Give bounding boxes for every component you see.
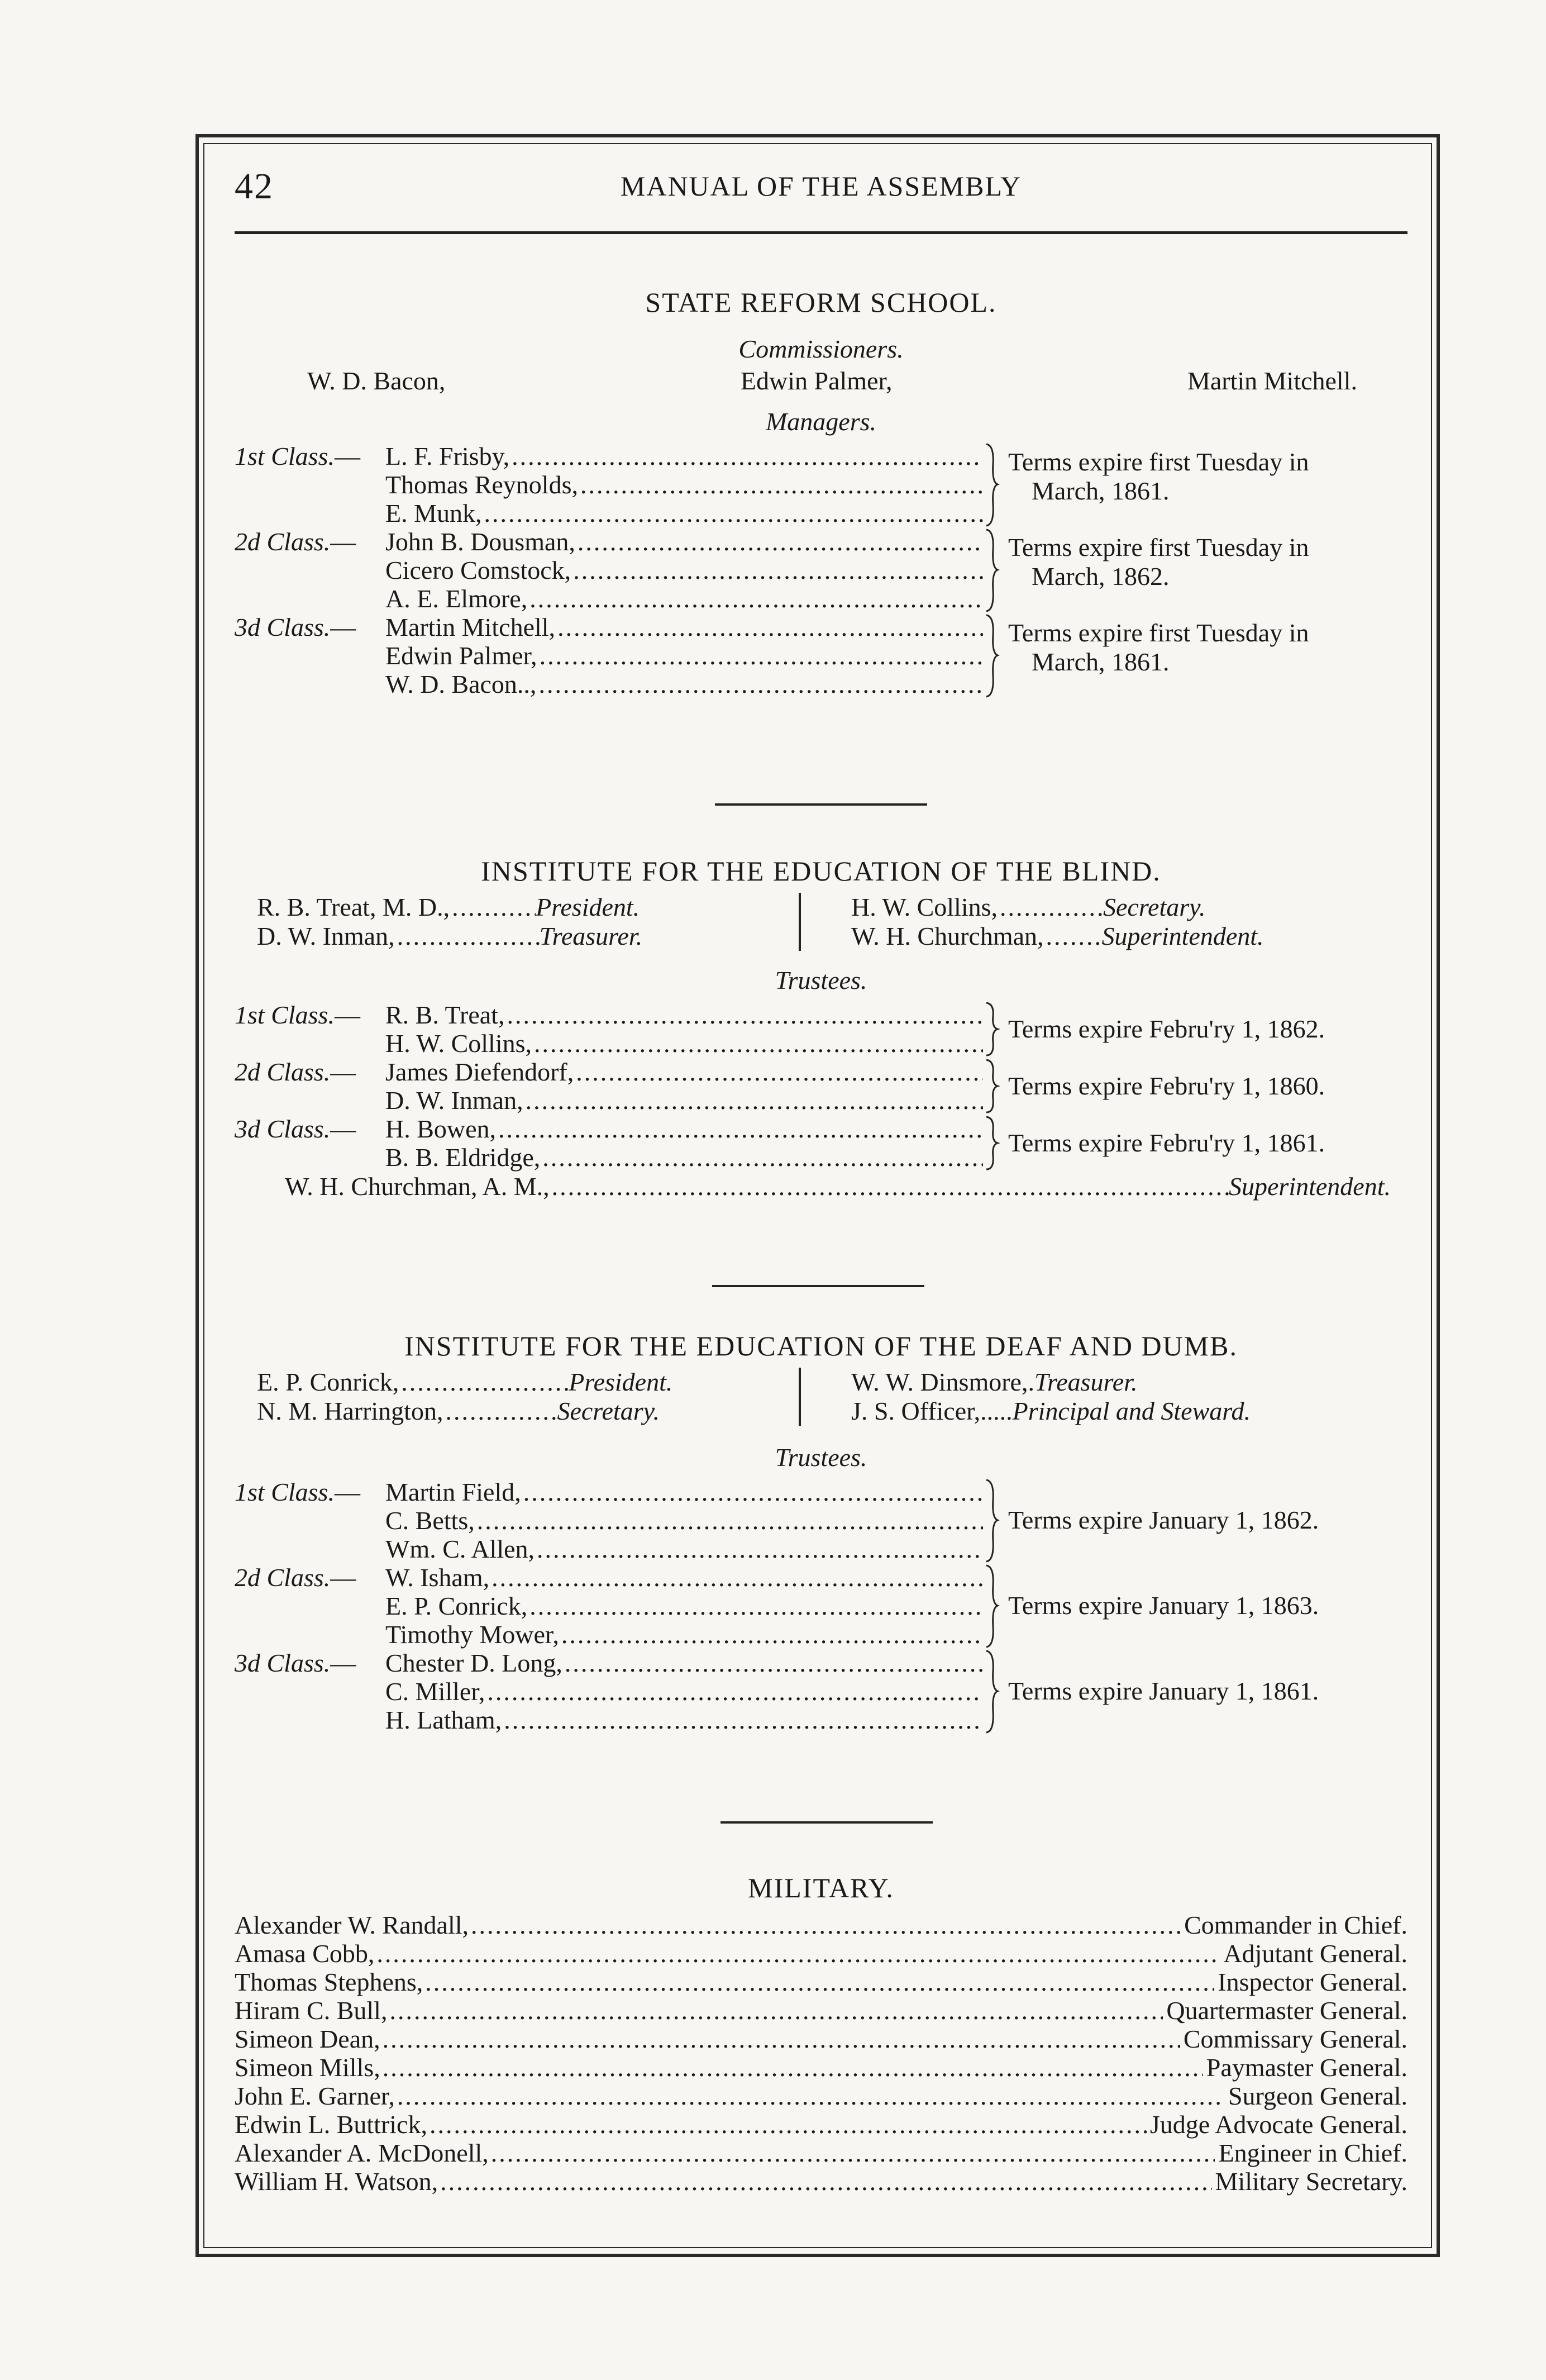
page-number: 42 <box>235 166 274 207</box>
commissioner: W. D. Bacon, <box>307 366 446 395</box>
term-note: Terms expire Febru'ry 1, 1860. <box>1008 1072 1325 1100</box>
officer-rank: Surgeon General. <box>1228 2082 1407 2110</box>
trustee-class: 1st Class.— Martin Field, ..... C. Betts, ..... Wm. C. Allen, ..... Terms expire January 1, 1862. <box>235 1478 1407 1563</box>
list-item <box>235 1968 1407 1996</box>
member-name: Edwin Palmer, <box>385 641 537 670</box>
brace-icon <box>983 1001 1000 1058</box>
list-item <box>235 1996 1407 2025</box>
brace-icon <box>983 442 1000 527</box>
commissioners-row <box>235 366 1407 396</box>
manager-class: 3d Class.— Martin Mitchell, ..... Edwin Palmer, ..... W. D. Bacon.., ..... Terms expire first Tuesday in March, 1861. <box>235 613 1407 698</box>
term-note: Terms expire first Tuesday in <box>1008 618 1309 647</box>
section-title: MILITARY. <box>748 1872 894 1903</box>
member-name: H. W. Collins, <box>385 1029 532 1058</box>
header-title: MANUAL OF THE ASSEMBLY <box>620 170 1022 202</box>
officer-name: H. W. Collins, <box>851 893 998 921</box>
member-name: Thomas Reynolds, <box>385 470 578 499</box>
officer-name: John E. Garner, <box>235 2082 395 2110</box>
class-label: 1st Class. <box>235 442 335 470</box>
member-name: B. B. Eldridge, <box>385 1143 541 1172</box>
trustee-class: 1st Class.— R. B. Treat, ..... H. W. Collins, ..... Terms expire Febru'ry 1, 1862. <box>235 1001 1407 1058</box>
officer-name: Alexander W. Randall, <box>235 1911 469 1939</box>
term-note: Terms expire first Tuesday in <box>1008 533 1309 561</box>
trustee-class: 2d Class.— W. Isham, ..... E. P. Conrick, ..... Timothy Mower, ..... Terms expire January 1, 1863. <box>235 1563 1407 1649</box>
section-title: INSTITUTE FOR THE EDUCATION OF THE DEAF AND DUMB. <box>404 1330 1238 1362</box>
member-name: C. Miller, <box>385 1677 485 1706</box>
member-name: A. E. Elmore, <box>385 584 528 613</box>
member-name: D. W. Inman, <box>385 1086 523 1115</box>
list-item <box>235 1911 1407 1939</box>
officer-name: Simeon Dean, <box>235 2025 380 2053</box>
officer-role: Secretary. <box>557 1397 660 1425</box>
member-name: Martin Field, <box>385 1478 521 1506</box>
officer-rank: Inspector General. <box>1218 1968 1407 1996</box>
commissioner: Edwin Palmer, <box>740 366 893 395</box>
commissioners-heading: Commissioners. <box>738 335 904 363</box>
class-label: 1st Class. <box>235 1478 335 1506</box>
page <box>235 162 1407 2229</box>
member-name: E. P. Conrick, <box>385 1592 528 1620</box>
officer-name: Alexander A. McDonell, <box>235 2139 489 2167</box>
officer-name: J. S. Officer,..... <box>851 1397 1013 1425</box>
member-name: H. Latham, <box>385 1706 502 1734</box>
list-item <box>235 2082 1407 2110</box>
class-label: 3d Class. <box>235 1115 331 1143</box>
member-name: W. D. Bacon.., <box>385 670 537 698</box>
officer-rank: Military Secretary. <box>1215 2167 1407 2196</box>
brace-icon <box>983 1058 1000 1115</box>
blind-institute-section <box>235 855 1407 1202</box>
list-item <box>235 2025 1407 2053</box>
superintendent-role: Superintendent. <box>1229 1172 1391 1201</box>
brace-icon <box>983 1649 1000 1734</box>
brace-icon <box>983 1115 1000 1172</box>
list-item <box>235 2167 1407 2196</box>
section-separator <box>715 803 927 806</box>
brace-icon <box>983 613 1000 698</box>
member-name: Chester D. Long, <box>385 1649 562 1677</box>
trustee-class: 3d Class.— Chester D. Long, ..... C. Miller, ..... H. Latham, ..... Terms expire January 1, 1861. <box>235 1649 1407 1734</box>
officer-name: N. M. Harrington, <box>257 1397 443 1425</box>
member-name: James Diefendorf, <box>385 1058 574 1086</box>
officer-role: Superintendent. <box>1101 922 1264 950</box>
officer-rank: Commander in Chief. <box>1184 1911 1407 1939</box>
term-note: Terms expire Febru'ry 1, 1862. <box>1008 1015 1325 1043</box>
officer-role: Treasurer. <box>1034 1368 1138 1396</box>
manager-class: 1st Class.— L. F. Frisby, ..... Thomas Reynolds, ..... E. Munk, ..... Terms expire first Tuesday in March, 1861. <box>235 442 1407 527</box>
member-name: W. Isham, <box>385 1563 490 1592</box>
term-note: Terms expire January 1, 1861. <box>1008 1677 1319 1705</box>
list-item <box>235 2110 1407 2139</box>
officer-name: Thomas Stephens, <box>235 1968 423 1996</box>
reform-school-section <box>235 286 1407 698</box>
officer-role: Secretary. <box>1103 893 1206 921</box>
member-name: R. B. Treat, <box>385 1001 505 1029</box>
officer-rank: Paymaster General. <box>1206 2053 1407 2082</box>
class-label: 2d Class. <box>235 1563 331 1592</box>
class-label: 2d Class. <box>235 527 331 556</box>
officer-rank: Adjutant General. <box>1223 1939 1407 1968</box>
military-section <box>235 1872 1407 2196</box>
section-title: INSTITUTE FOR THE EDUCATION OF THE BLIND. <box>481 855 1161 887</box>
member-name: H. Bowen, <box>385 1115 497 1143</box>
member-name: Wm. C. Allen, <box>385 1535 535 1563</box>
officer-name: R. B. Treat, M. D., <box>257 893 450 921</box>
officer-role: Principal and Steward. <box>1012 1397 1251 1425</box>
officer-rank: Commissary General. <box>1183 2025 1407 2053</box>
brace-icon <box>983 1478 1000 1563</box>
list-item <box>235 1939 1407 1968</box>
officer-role: President. <box>569 1368 673 1396</box>
officer-role: President. <box>536 893 640 921</box>
member-name: Timothy Mower, <box>385 1620 559 1649</box>
managers-heading: Managers. <box>765 407 877 436</box>
class-label: 1st Class. <box>235 1001 335 1029</box>
list-item <box>235 2053 1407 2082</box>
trustees-heading: Trustees. <box>775 1443 867 1472</box>
section-separator <box>720 1821 933 1824</box>
section-separator <box>712 1285 924 1287</box>
officers <box>235 893 1407 951</box>
section-title: STATE REFORM SCHOOL. <box>645 287 997 318</box>
superintendent-line <box>235 1172 1391 1202</box>
officers <box>235 1368 1407 1426</box>
officer-name: W. W. Dinsmore,. <box>851 1368 1034 1396</box>
term-note: Terms expire January 1, 1862. <box>1008 1506 1319 1534</box>
class-label: 3d Class. <box>235 613 331 641</box>
member-name: E. Munk, <box>385 499 482 527</box>
member-name: Cicero Comstock, <box>385 556 571 584</box>
member-name: L. F. Frisby, <box>385 442 510 470</box>
officer-name: E. P. Conrick, <box>257 1368 399 1396</box>
member-name: John B. Dousman, <box>385 527 575 556</box>
member-name: Martin Mitchell, <box>385 613 556 641</box>
term-note: Terms expire Febru'ry 1, 1861. <box>1008 1129 1325 1157</box>
officer-name: D. W. Inman, <box>257 922 395 950</box>
officer-name: W. H. Churchman, <box>851 922 1044 950</box>
brace-icon <box>983 527 1000 613</box>
officer-rank: Engineer in Chief. <box>1218 2139 1407 2167</box>
term-note: March, 1861. <box>1032 648 1170 676</box>
officer-name: William H. Watson, <box>235 2167 438 2196</box>
term-note: March, 1861. <box>1032 477 1170 505</box>
running-header <box>235 162 1407 207</box>
brace-icon <box>983 1563 1000 1649</box>
member-name: C. Betts, <box>385 1506 475 1535</box>
officer-rank: Judge Advocate General. <box>1149 2110 1407 2139</box>
officer-role: Treasurer. <box>539 922 643 950</box>
term-note: Terms expire January 1, 1863. <box>1008 1591 1319 1620</box>
class-label: 2d Class. <box>235 1058 331 1086</box>
superintendent-name: W. H. Churchman, A. M., <box>285 1172 550 1201</box>
officer-name: Simeon Mills, <box>235 2053 380 2082</box>
officer-name: Amasa Cobb, <box>235 1939 375 1968</box>
class-label: 3d Class. <box>235 1649 331 1677</box>
trustee-class: 2d Class.— James Diefendorf, ..... D. W. Inman, ..... Terms expire Febru'ry 1, 1860. <box>235 1058 1407 1115</box>
trustee-class: 3d Class.— H. Bowen, ..... B. B. Eldridge, ..... Terms expire Febru'ry 1, 1861. <box>235 1115 1407 1172</box>
officer-name: Hiram C. Bull, <box>235 1996 388 2025</box>
officer-rank: Quartermaster General. <box>1166 1996 1407 2025</box>
list-item <box>235 2139 1407 2167</box>
term-note: March, 1862. <box>1032 562 1170 591</box>
commissioner: Martin Mitchell. <box>1187 366 1357 395</box>
trustees-heading: Trustees. <box>775 966 867 994</box>
manager-class: 2d Class.— John B. Dousman, ..... Cicero Comstock, ..... A. E. Elmore, ..... Terms expire first Tuesday in March, 1862. <box>235 527 1407 613</box>
deaf-institute-section <box>235 1330 1407 1734</box>
officer-name: Edwin L. Buttrick, <box>235 2110 427 2139</box>
term-note: Terms expire first Tuesday in <box>1008 448 1309 476</box>
header-rule <box>235 231 1407 234</box>
